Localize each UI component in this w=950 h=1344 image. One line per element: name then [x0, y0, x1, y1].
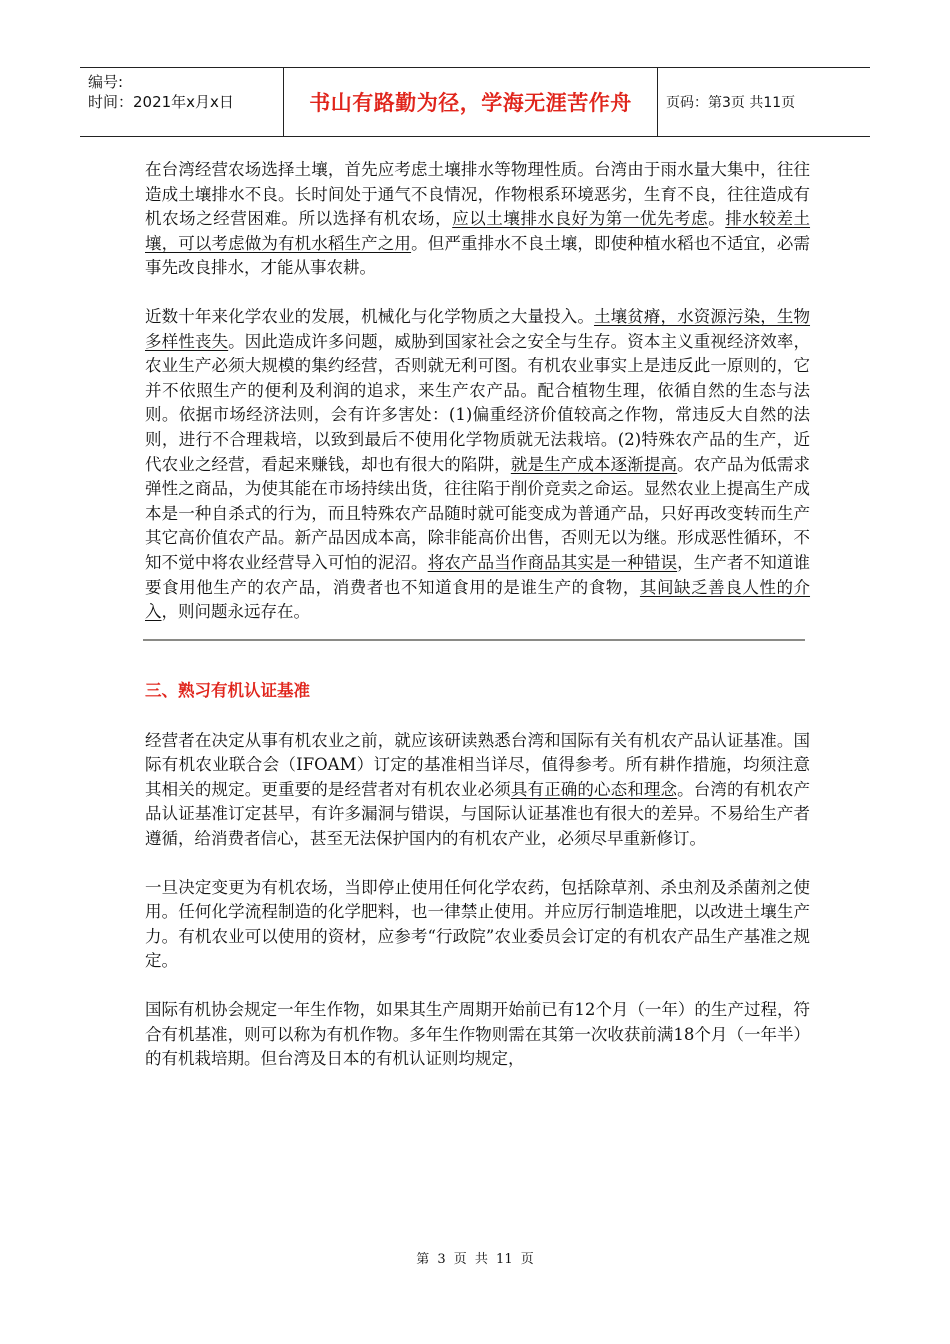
doc-time: 时间：2021年x月x日 — [88, 93, 234, 111]
header-meta-cell — [80, 68, 284, 136]
underlined-phrase: 其间缺乏善良人性的介入 — [145, 577, 811, 622]
underlined-phrase: 就是生产成本逐渐提高 — [510, 454, 678, 474]
underlined-phrase: 土壤贫瘠，水资源污染，生物多样性丧失 — [145, 306, 811, 351]
underlined-phrase: 排水较差土壤，可以考虑做为有机水稻生产之用 — [145, 209, 811, 253]
underlined-phrase: 应以土壤排水良好为第一优先考虑 — [452, 209, 709, 229]
paragraph-chemical-agriculture: 近数十年来化学农业的发展，机械化与化学物质之大量投入。土壤贫瘠，水资源污染，生物多样性丧失。因此造成许多问题，威胁到国家社会之安全与生存。资本主义重视经济效率，农业生产必须大规模的集约经营，否则就无利可图。有机农业事实上是违反此一原则的，它并不依照生产的便利及利润的追求，来生产农产品。配合植物生理，依循自然的生态与法则。依据市场经济法则，会有许多害处：(1)偏重经济价值较高之作物，常违反大自然的法则，进行不合理栽培，以致到最后不使用化学物质就无法栽培。(2)特殊农产品的生产，近代农业之经营，看起来赚钱，却也有很大的陷阱，就是生产成本逐渐提高。农产品为低需求弹性之商品，为使其能在市场持续出货，往往陷于削价竞卖之命运。显然农业上提高生产成本是一种自杀式的行为，而且特殊农产品随时就可能变成为普通产品，只好再改变转而生产其它高价值农产品。新产品因成本高，除非能高价出售，否则无以为继。形成恶性循环，不知不觉中将农业经营导入可怕的泥沼。将农产品当作商品其实是一种错误，生产者不知道谁要食用他生产的农产品，消费者也不知道食用的是谁生产的食物，其间缺乏善良人性的介入，则问题永远存在。 — [145, 306, 811, 622]
paragraph-conversion: 一旦决定变更为有机农场，当即停止使用任何化学农药，包括除草剂、杀虫剂及杀菌剂之使用。任何化学流程制造的化学肥料，也一律禁止使用。并应厉行制造堆肥，以改进土壤生产力。有机农业可以使用的资材，应参考“行政院”农业委员会订定的有机农产品生产基准之规定。 — [145, 877, 810, 971]
section-heading: 三、熟习有机认证基准 — [145, 680, 310, 700]
header-motto: 书山有路勤为径，学海无涯苦作舟 — [284, 68, 658, 136]
header-page-info: 页码：第3页 共11页 — [666, 95, 796, 111]
doc-number: 编号: — [88, 73, 124, 91]
page-header — [80, 67, 870, 137]
section-divider — [143, 639, 805, 641]
paragraph-conversion-period: 国际有机协会规定一年生作物，如果其生产周期开始前已有12个月（一年）的生产过程，符合有机基准，则可以称为有机作物。多年生作物则需在其第一次收获前满18个月（一年半）的有机栽培期。但台湾及日本的有机认证则均规定， — [145, 1000, 810, 1069]
paragraph-certification-standards: 经营者在决定从事有机农业之前，就应该研读熟悉台湾和国际有关有机农产品认证基准。国际有机农业联合会（IFOAM）订定的基准相当详尽，值得参考。所有耕作措施，均须注意其相关的规定。更重要的是经营者对有机农业必须具有正确的心态和理念。台湾的有机农产品认证基准订定甚早，有许多漏洞与错误，与国际认证基准也有很大的差异。不易给生产者遵循，给消费者信心，甚至无法保护国内的有机农产业，必须尽早重新修订。 — [145, 730, 811, 849]
paragraph-soil-selection: 在台湾经营农场选择土壤，首先应考虑土壤排水等物理性质。台湾由于雨水量大集中，往往造成土壤排水不良。长时间处于通气不良情况，作物根系环境恶劣，生育不良，往往造成有机农场之经营困难。所以选择有机农场，应以土壤排水良好为第一优先考虑。排水较差土壤，可以考虑做为有机水稻生产之用。但严重排水不良土壤，即使种植水稻也不适宜，必需事先改良排水，才能从事农耕。 — [145, 160, 811, 278]
page-footer: 第 3 页 共 11 页 — [416, 1252, 534, 1267]
underlined-phrase: 将农产品当作商品其实是一种错误 — [427, 552, 678, 572]
underlined-phrase: 具有正确的心态和理念 — [510, 779, 678, 799]
document-body — [145, 158, 810, 1096]
